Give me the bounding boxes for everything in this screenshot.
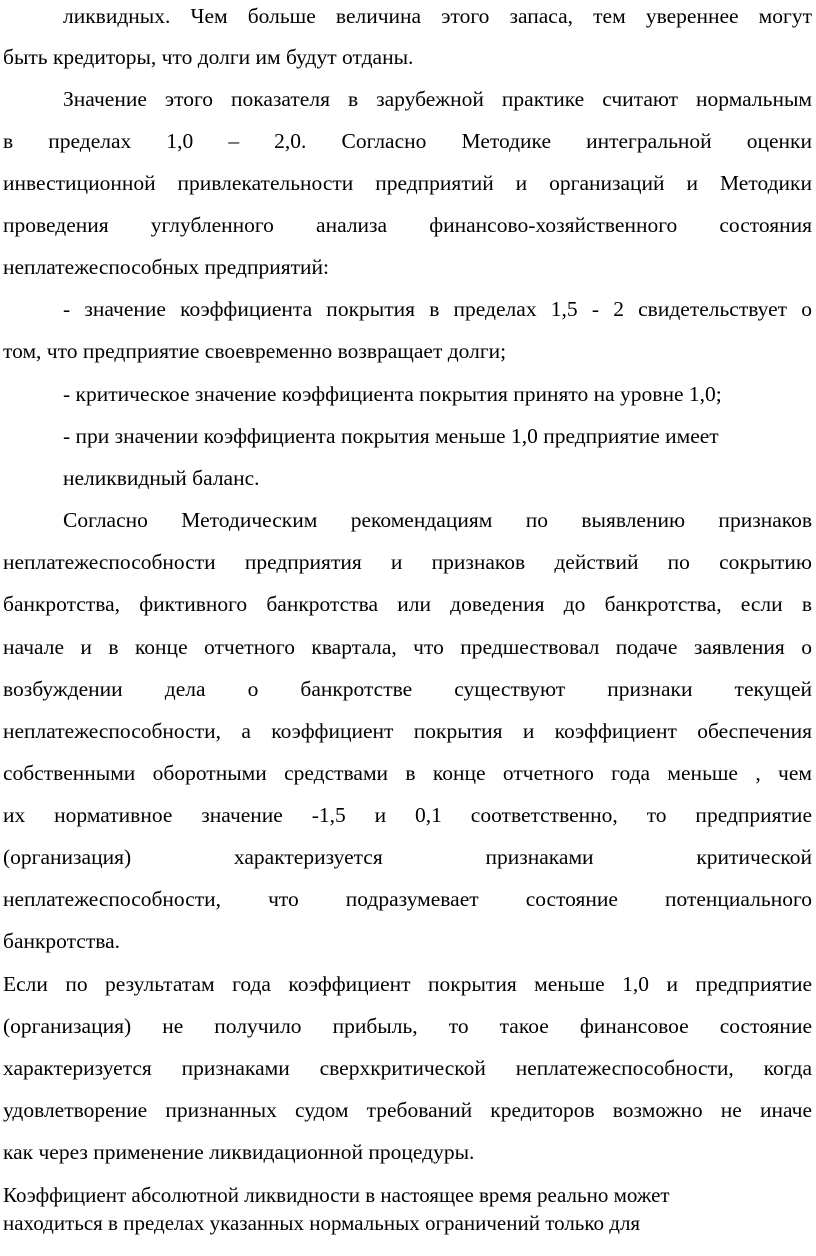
- text-line-23: банкротства.: [3, 929, 121, 953]
- text-line-21: (организация) характеризуется признаками критической: [3, 845, 812, 869]
- text-line-30: находиться в пределах указанных нормальных ограничений только для: [3, 1211, 641, 1235]
- text-line-19: собственными оборотными средствами в конце отчетного года меньше , чем: [3, 761, 812, 785]
- text-line-22: неплатежеспособности, что подразумевает состояние потенциального: [3, 887, 812, 911]
- text-line-1: ликвидных. Чем больше величина этого запаса, тем увереннее могут: [63, 4, 812, 28]
- text-line-16: начале и в конце отчетного квартала, что предшествовал подаче заявления о: [3, 635, 812, 659]
- text-line-28: как через применение ликвидационной процедуры.: [3, 1140, 475, 1164]
- text-line-10: - критическое значение коэффициента покрытия принято на уровне 1,0;: [63, 382, 722, 406]
- text-line-17: возбуждении дела о банкротстве существуют признаки текущей: [3, 677, 812, 701]
- text-line-25: (организация) не получило прибыль, то такое финансовое состояние: [3, 1014, 812, 1038]
- text-line-5: инвестиционной привлекательности предприятий и организаций и Методики: [3, 171, 812, 195]
- text-line-8: - значение коэффициента покрытия в пределах 1,5 - 2 свидетельствует о: [63, 297, 812, 321]
- text-line-29: Коэффициент абсолютной ликвидности в настоящее время реально может: [3, 1183, 670, 1207]
- text-line-14: неплатежеспособности предприятия и признаков действий по сокрытию: [3, 550, 812, 574]
- text-line-27: удовлетворение признанных судом требований кредиторов возможно не иначе: [3, 1098, 812, 1122]
- text-line-24: Если по результатам года коэффициент покрытия меньше 1,0 и предприятие: [3, 972, 812, 996]
- text-line-7: неплатежеспособных предприятий:: [3, 255, 329, 279]
- text-line-20: их нормативное значение -1,5 и 0,1 соответственно, то предприятие: [3, 803, 812, 827]
- text-line-12: неликвидный баланс.: [63, 466, 260, 490]
- text-line-3: Значение этого показателя в зарубежной практике считают нормальным: [63, 87, 812, 111]
- text-line-2: быть кредиторы, что долги им будут отданы.: [3, 45, 414, 69]
- text-line-6: проведения углубленного анализа финансово-хозяйственного состояния: [3, 213, 812, 237]
- text-line-9: том, что предприятие своевременно возвращает долги;: [3, 339, 507, 363]
- text-line-18: неплатежеспособности, а коэффициент покрытия и коэффициент обеспечения: [3, 719, 812, 743]
- text-line-15: банкротства, фиктивного банкротства или доведения до банкротства, если в: [3, 592, 812, 616]
- text-line-4: в пределах 1,0 – 2,0. Согласно Методике интегральной оценки: [3, 129, 812, 153]
- text-line-11: - при значении коэффициента покрытия меньше 1,0 предприятие имеет: [63, 424, 719, 448]
- text-line-26: характеризуется признаками сверхкритической неплатежеспособности, когда: [3, 1056, 812, 1080]
- text-line-13: Согласно Методическим рекомендациям по выявлению признаков: [63, 508, 812, 532]
